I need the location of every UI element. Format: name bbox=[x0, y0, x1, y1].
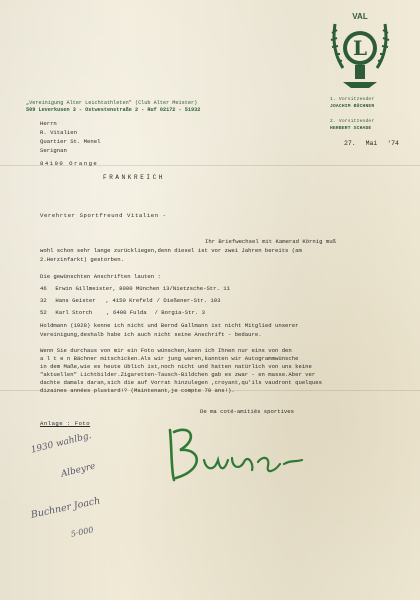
para3-line-2: a l t e n Bächner mitschicken.Als wir jung waren,kannten wir Autogrammwünsche bbox=[40, 355, 299, 362]
letter-date bbox=[344, 140, 399, 147]
address-row bbox=[40, 297, 220, 304]
address-number: 46 bbox=[40, 285, 47, 292]
address-row bbox=[40, 285, 230, 292]
address-street: /Nietzsche-Str. 11 bbox=[169, 285, 230, 292]
para3-line-1: Wenn Sie durchaus von mir ein Foto wünschen,kann ich Ihnen nur eins von den bbox=[40, 347, 292, 354]
address-city: , 8000 München 13 bbox=[112, 285, 170, 292]
handwritten-signature bbox=[162, 420, 312, 490]
para3-line-6: dizaines années plustard!? (Maintenant,je compte 70 ans!). bbox=[40, 387, 235, 394]
date-day: 27. bbox=[344, 140, 356, 147]
address-row bbox=[40, 309, 205, 316]
address-street: / Borgia-Str. 3 bbox=[154, 309, 205, 316]
handnote-line-1: 1930 wahlbg. bbox=[30, 431, 93, 456]
sender-line-1: „Vereinigung Alter Leichtathleten" (Club Alter Meister) bbox=[26, 100, 198, 106]
recipient-line-1: Herrn bbox=[40, 120, 57, 127]
handnote-line-2: Albeyre bbox=[60, 461, 97, 480]
address-number: 32 bbox=[40, 297, 47, 304]
address-number: 52 bbox=[40, 309, 47, 316]
address-street: / Dießener-Str. 103 bbox=[156, 297, 221, 304]
address-name: Karl Storch bbox=[55, 309, 93, 316]
recipient-line-5: 84100 Orange bbox=[40, 160, 99, 167]
addresses-intro: Die gewünschten Anschriften lauten : bbox=[40, 273, 161, 280]
para3-line-5: dachte damals daran,sich die auf Vorrat hinzulegen ,croyant,qu'ils vaudront quelques bbox=[40, 379, 322, 386]
chair-title: 1. Vorsitzender bbox=[330, 97, 375, 102]
sender-line-2: 509 Leverkusen 3 - Ostwestenstraße 2 - Ruf 02172 - 51932 bbox=[26, 107, 201, 113]
para1-line-2: wohl schon sehr lange zurückliegen,denn diesel ist vor zwei Jahren bereits (am bbox=[40, 247, 302, 254]
vice-name: HERBERT SCHADE bbox=[330, 126, 372, 131]
handnote-line-4: 5·000 bbox=[70, 525, 95, 539]
club-logo bbox=[329, 10, 391, 96]
para3-line-4: "aktuellen" Lichtbilder.Zigaretten-Tausch-Bildchen gab es zwar - en masse.Aber ver bbox=[40, 371, 316, 378]
date-month: Mai bbox=[365, 140, 378, 147]
para1-line-3: 2.Herzinfarkt) gestorben. bbox=[40, 256, 124, 263]
para2-line-1: Holdmann (1928) kenne ich nicht und Bernd Gallmann ist nicht Mitglied unserer bbox=[40, 322, 299, 329]
vice-title: 2. Vorsitzender bbox=[330, 119, 375, 124]
para2-line-2: Vereinigung,deshalb habe ich auch nicht seine Anschrift - bedaure. bbox=[40, 331, 262, 338]
date-year: '74 bbox=[387, 140, 399, 147]
address-name: Hans Geister bbox=[55, 297, 96, 304]
address-city: , 4150 Krefeld bbox=[105, 297, 153, 304]
logo-letter: L bbox=[352, 36, 368, 60]
recipient-line-2: R. Vitalien bbox=[40, 129, 77, 136]
recipient-line-4: Serignan bbox=[40, 147, 67, 154]
para1-line-1: Ihr Briefwechsel mit Kamerad Körnig muß bbox=[205, 238, 336, 245]
salutation: Verehrter Sportfreund Vitalien - bbox=[40, 212, 167, 219]
address-name: Erwin Gillmeister bbox=[55, 285, 113, 292]
handnote-line-3: Buchner Joach bbox=[30, 495, 102, 521]
address-city: , 6400 Fulda bbox=[106, 309, 147, 316]
chair-name: JOACHIM BÜCHNER bbox=[330, 104, 375, 109]
para3-line-3: in dem Maße,wie es heute üblich ist,noch nicht und hatten natürlich von uns keine bbox=[40, 363, 312, 370]
recipient-country: FRANKREICH bbox=[103, 174, 166, 181]
logo-top-text: VAL bbox=[352, 12, 368, 21]
closing: De ma coté-amitiés sportives bbox=[200, 408, 294, 415]
recipient-line-3: Quartier St. Menel bbox=[40, 138, 101, 145]
enclosure: Anlage : Foto bbox=[40, 420, 91, 427]
